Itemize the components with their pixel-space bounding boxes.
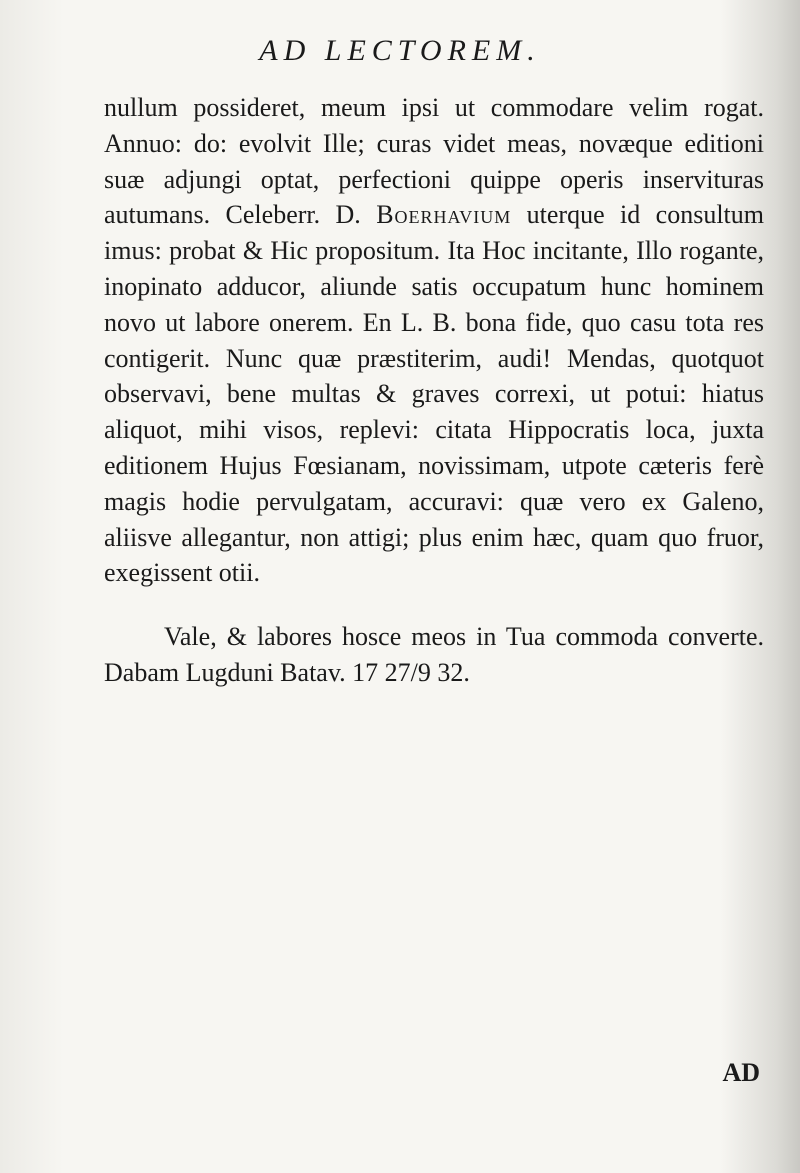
running-header: AD LECTOREM. xyxy=(259,34,541,67)
catchword: AD xyxy=(722,1058,760,1087)
boerhavium-name: Boerhavium xyxy=(376,200,512,230)
paragraph-main-part-2: uterque id consultum imus: probat & Hic propositum. Ita Hoc incitante, Illo rogante, inopinato adducor, aliunde satis occupatum hunc hominem novo ut labore onerem. En L. B. bona fide, quo casu tota res contigerit. Nunc quæ præstiterim, audi! Mendas, quotquot observavi, bene multas & graves correxi, ut potui: hiatus aliquot, mihi visos, replevi: citata Hippocratis loca, juxta editionem Hujus Fœsianam, novissimam, utpote cæteris ferè magis hodie pervulgatam, accuravi: quæ vero ex Galeno, aliisve allegantur, non attigi; plus enim hæc, quam quo fruor, exegissent otii. xyxy=(104,200,764,588)
paragraph-main xyxy=(104,90,764,591)
closing-paragraph: Vale, & labores hosce meos in Tua commoda converte. Dabam Lugduni Batav. 17 27/9 32. xyxy=(104,622,764,687)
paragraph-main-part-1: nullum possideret, meum ipsi ut commodare velim rogat. Annuo: do: evolvit Ille; curas videt meas, novæque editioni suæ adjungi optat, perfectioni quippe operis inservituras autumans. Celeberr. D. xyxy=(104,93,764,230)
main-text xyxy=(104,90,764,691)
